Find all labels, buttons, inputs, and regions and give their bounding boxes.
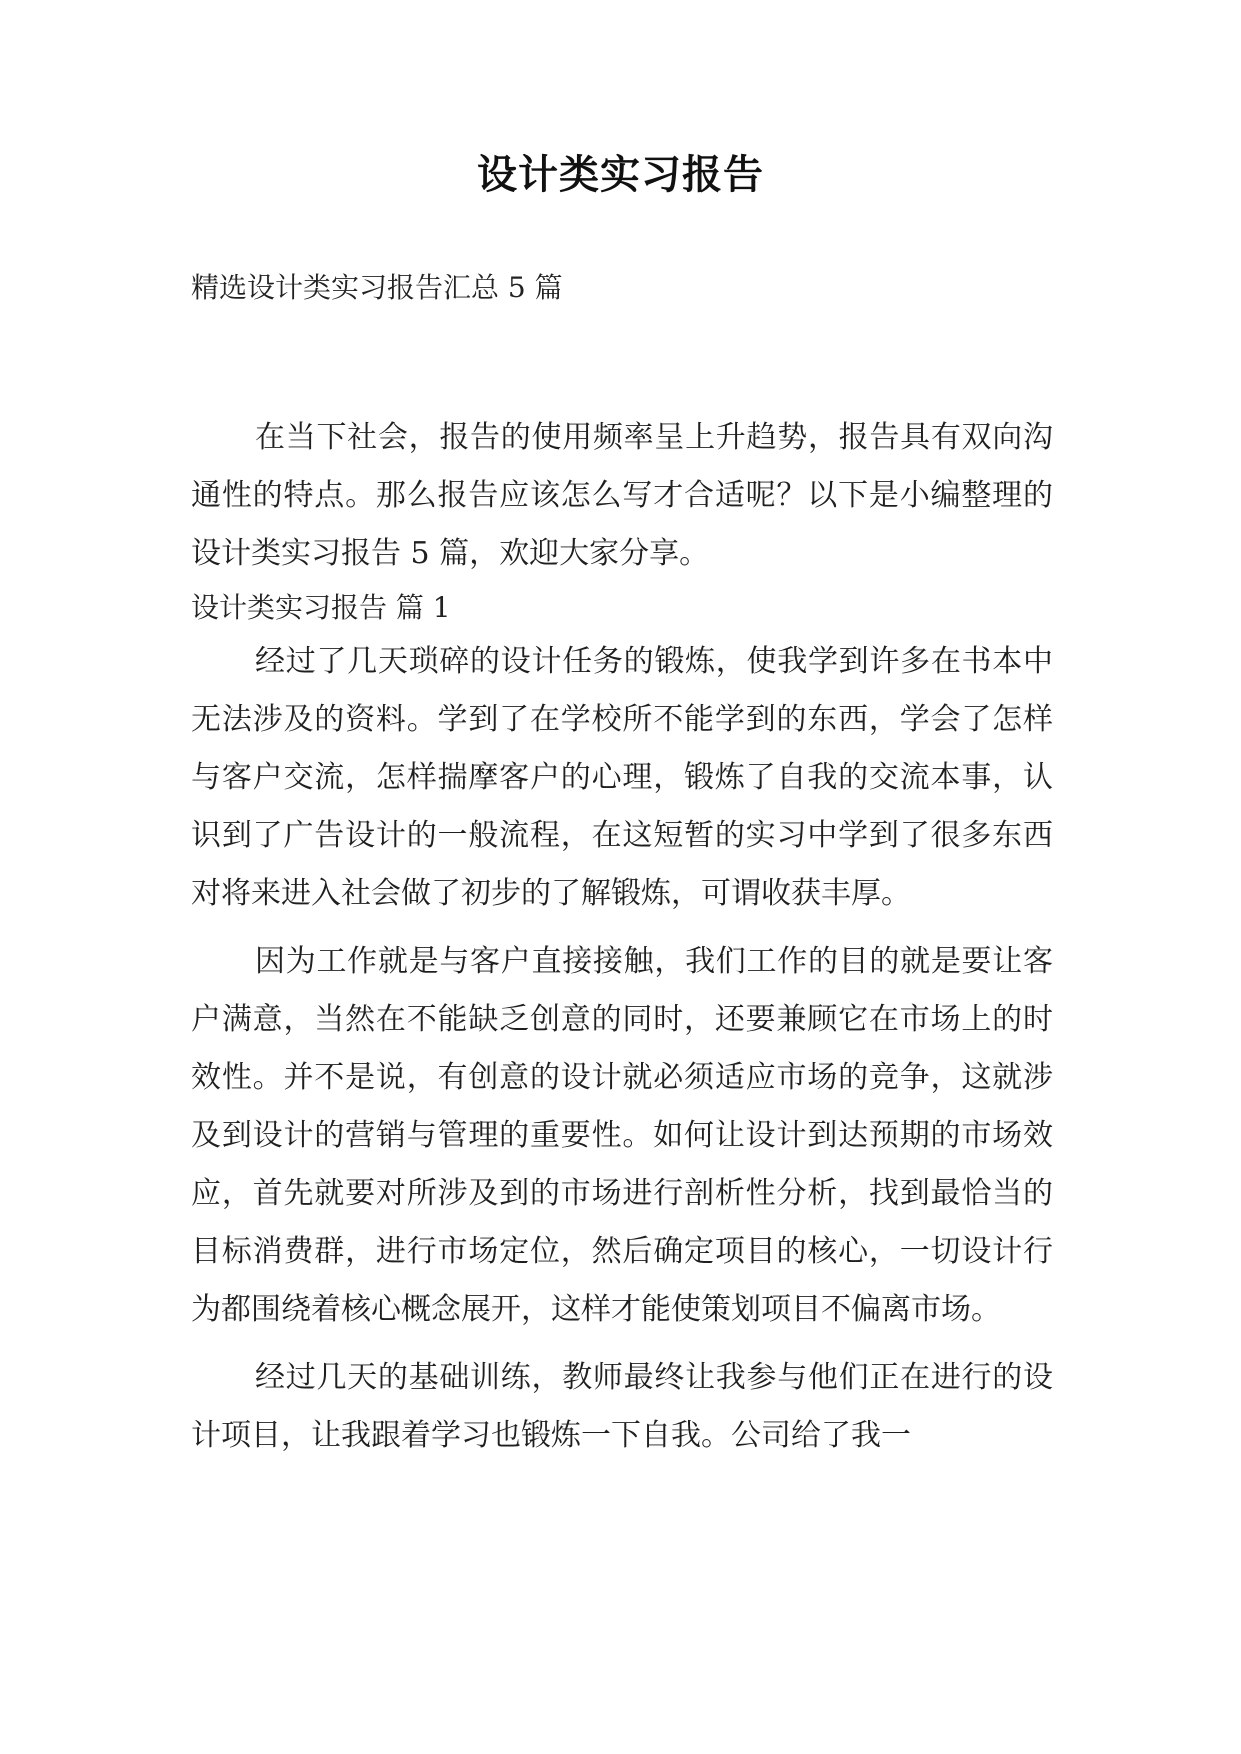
document-subtitle: 精选设计类实习报告汇总 5 篇 — [191, 271, 563, 304]
intro-paragraph: 在当下社会，报告的使用频率呈上升趋势，报告具有双向沟通性的特点。那么报告应该怎么写才合适呢？以下是小编整理的设计类实习报告 5 篇，欢迎大家分享。 — [191, 420, 1053, 571]
section-heading: 设计类实习报告 篇 1 — [191, 591, 451, 624]
document-title: 设计类实习报告 — [477, 152, 764, 198]
body-paragraph-3: 经过几天的基础训练，教师最终让我参与他们正在进行的设计项目，让我跟着学习也锻炼一下自我。公司给了我一 — [191, 1360, 1053, 1453]
document-body — [191, 409, 1053, 1465]
body-paragraph-2: 因为工作就是与客户直接接触，我们工作的目的就是要让客户满意，当然在不能缺乏创意的同时，还要兼顾它在市场上的时效性。并不是说，有创意的设计就必须适应市场的竞争，这就涉及到设计的营销与管理的重要性。如何让设计到达预期的市场效应，首先就要对所涉及到的市场进行剖析性分析，找到最恰当的目标消费群，进行市场定位，然后确定项目的核心，一切设计行为都围绕着核心概念展开，这样才能使策划项目不偏离市场。 — [191, 944, 1053, 1327]
body-paragraph-1: 经过了几天琐碎的设计任务的锻炼，使我学到许多在书本中无法涉及的资料。学到了在学校所不能学到的东西，学会了怎样与客户交流，怎样揣摩客户的心理，锻炼了自我的交流本事，认识到了广告设计的一般流程，在这短暂的实习中学到了很多东西对将来进入社会做了初步的了解锻炼，可谓收获丰厚。 — [191, 644, 1053, 911]
